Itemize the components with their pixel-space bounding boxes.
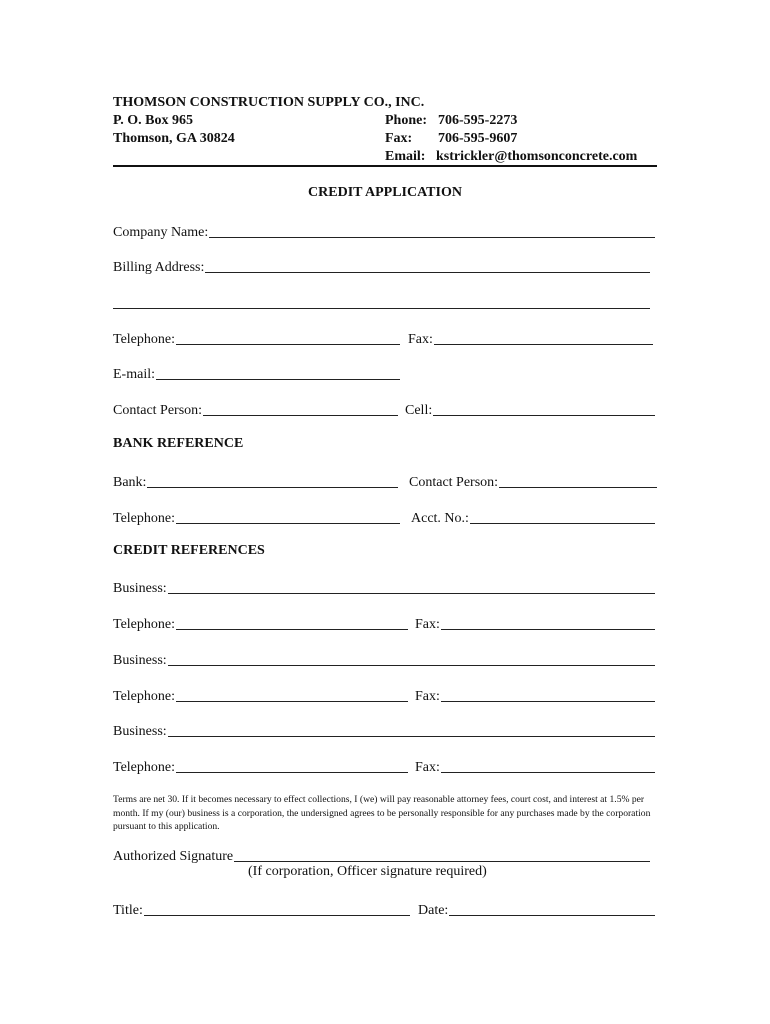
field-label: Fax: (415, 689, 440, 704)
company-name-field[interactable] (113, 222, 655, 242)
billing-address-field[interactable] (113, 257, 650, 277)
field-label: Telephone: (113, 689, 175, 704)
field-label: Contact Person: (409, 475, 499, 490)
bank-field[interactable] (113, 472, 398, 492)
terms-paragraph: Terms are net 30. If it becomes necessary to effect collections, I (we) will pay reasonable attorney fees, court cost, and interest at 1.5% per month. If my (our) business is a corporation, the undersigned agrees to be personally responsible for any purchases made by the corporation pursuant to this application. (113, 794, 651, 832)
field-label: Cell: (405, 403, 433, 418)
field-label: Authorized Signature (113, 849, 234, 864)
field-label: Telephone: (113, 332, 175, 347)
field-label: Acct. No.: (411, 511, 469, 526)
field-label: Bank: (113, 475, 147, 490)
credit-ref-3-phone-row (113, 757, 657, 777)
fax-label: Fax: (385, 131, 413, 146)
credit-references-heading: CREDIT REFERENCES (113, 543, 265, 558)
fax-field[interactable] (408, 329, 653, 349)
email-address: kstrickler@thomsonconcrete.com (436, 149, 638, 164)
credit-ref-1-fax-field[interactable] (415, 614, 655, 634)
field-label: Company Name: (113, 225, 209, 240)
billing-address-field-2[interactable] (113, 293, 650, 313)
telephone-field[interactable] (113, 329, 400, 349)
field-label: Telephone: (113, 760, 175, 775)
field-label: Business: (113, 581, 167, 596)
credit-ref-3-telephone-field[interactable] (113, 757, 408, 777)
field-label: Contact Person: (113, 403, 203, 418)
credit-ref-2-fax-field[interactable] (415, 686, 655, 706)
company-name-heading: THOMSON CONSTRUCTION SUPPLY CO., INC. (113, 95, 425, 110)
credit-ref-3-business-field[interactable] (113, 721, 655, 741)
credit-ref-3-fax-field[interactable] (415, 757, 655, 777)
email-field[interactable] (113, 364, 400, 384)
billing-address-row (113, 257, 657, 277)
phone-number: 706-595-2273 (438, 113, 518, 128)
field-label: Business: (113, 724, 167, 739)
field-label: Date: (418, 903, 449, 918)
po-box: P. O. Box 965 (113, 113, 193, 128)
credit-ref-3-business-row (113, 721, 657, 741)
bank-reference-heading: BANK REFERENCE (113, 436, 244, 451)
credit-ref-2-business-field[interactable] (113, 650, 655, 670)
field-label: Business: (113, 653, 167, 668)
bank-contact-person-field[interactable] (409, 472, 657, 492)
credit-ref-1-phone-row (113, 614, 657, 634)
acct-no-field[interactable] (411, 508, 655, 528)
title-field[interactable] (113, 900, 410, 920)
credit-ref-1-business-field[interactable] (113, 578, 655, 598)
email-label: Email: (385, 149, 426, 164)
city-state-zip: Thomson, GA 30824 (113, 131, 235, 146)
bank-row (113, 472, 657, 492)
phone-label: Phone: (385, 113, 427, 128)
page-title: CREDIT APPLICATION (308, 185, 462, 200)
bank-telephone-field[interactable] (113, 508, 400, 528)
field-label: Title: (113, 903, 143, 918)
contact-person-field[interactable] (113, 400, 398, 420)
cell-field[interactable] (405, 400, 655, 420)
title-date-row (113, 900, 657, 920)
contact-cell-row (113, 400, 657, 420)
field-label: E-mail: (113, 367, 155, 382)
billing-address-line-2 (113, 293, 657, 313)
field-label: Telephone: (113, 617, 175, 632)
field-label: Telephone: (113, 511, 175, 526)
credit-ref-2-business-row (113, 650, 657, 670)
company-name-row (113, 222, 657, 242)
signature-row (113, 846, 653, 866)
authorized-signature-field[interactable] (113, 846, 650, 866)
credit-ref-1-telephone-field[interactable] (113, 614, 408, 634)
date-field[interactable] (418, 900, 655, 920)
telephone-fax-row (113, 329, 657, 349)
field-label: Fax: (408, 332, 433, 347)
email-row (113, 364, 657, 384)
credit-ref-2-telephone-field[interactable] (113, 686, 408, 706)
signature-note: (If corporation, Officer signature required) (248, 864, 487, 879)
fax-number: 706-595-9607 (438, 131, 518, 146)
field-label: Fax: (415, 617, 440, 632)
header-divider (113, 165, 657, 167)
field-label: Billing Address: (113, 260, 205, 275)
field-label: Fax: (415, 760, 440, 775)
credit-ref-1-business-row (113, 578, 657, 598)
credit-ref-2-phone-row (113, 686, 657, 706)
bank-telephone-row (113, 508, 657, 528)
